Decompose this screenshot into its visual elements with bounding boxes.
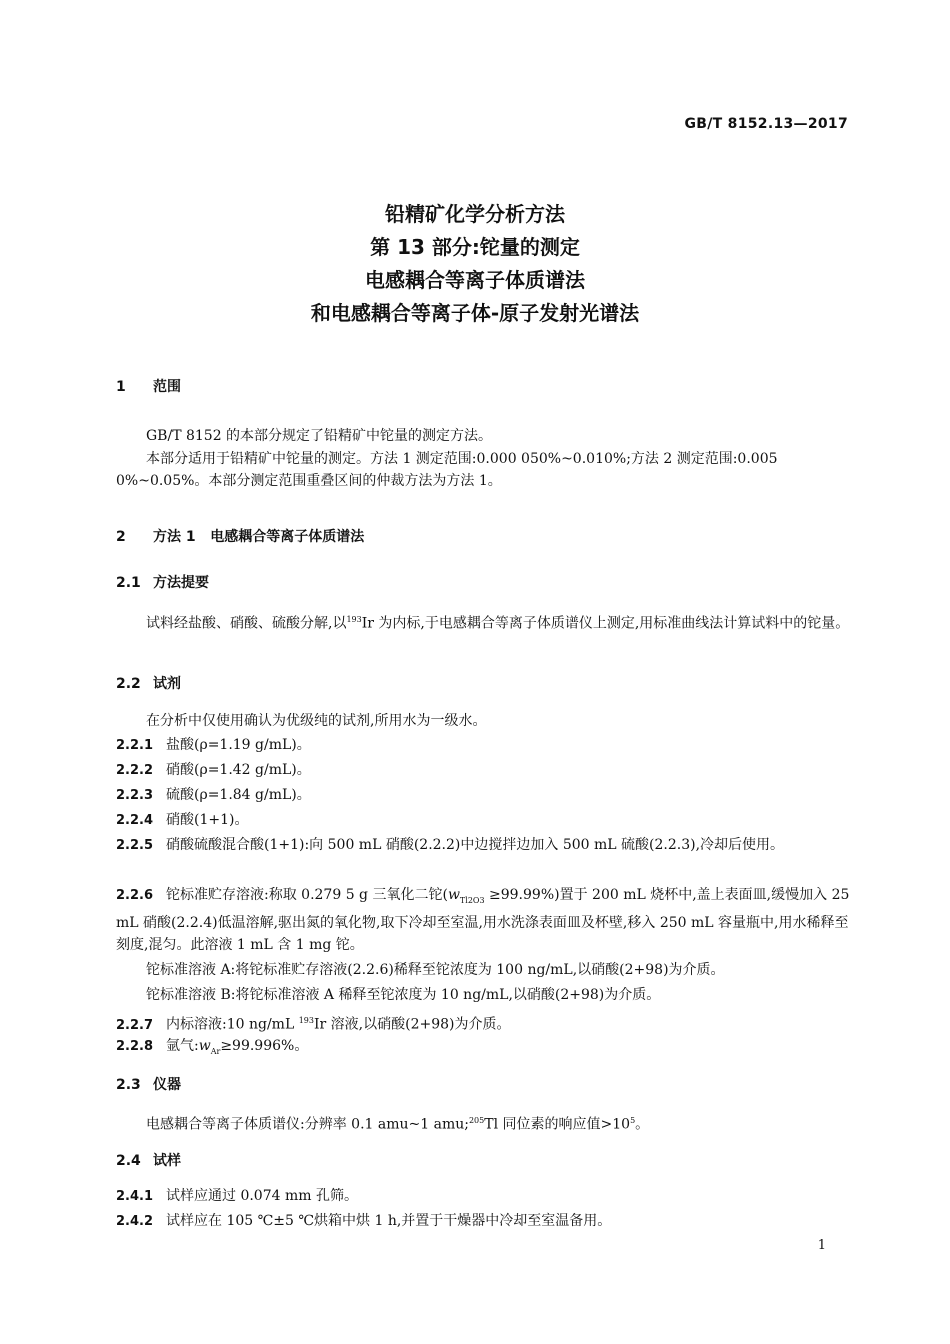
title-line-4: 和电感耦合等离子体-原子发射光谱法: [310, 301, 640, 325]
list-item: 2.2.4 硝酸(1+1)。: [116, 812, 249, 828]
title-line-3: 电感耦合等离子体质谱法: [365, 268, 585, 292]
paragraph: 试料经盐酸、硝酸、硫酸分解,以$^{193}$Ir 为内标,于电感耦合等离子体质谱仪上测定,用标准曲线法计算试料中的铊量。: [146, 615, 850, 632]
list-item: 2.2.2 硝酸(ρ=1.42 g/mL)。: [116, 762, 311, 778]
list-item: 2.2.8 氩气$:w_{Ar}\ge 99.996\%$。: [116, 1038, 309, 1056]
list-item: 2.2.1 盐酸(ρ=1.19 g/mL)。: [116, 737, 311, 753]
section-title: 范围: [153, 379, 181, 395]
section-number: 2.4: [116, 1153, 141, 1169]
section-1-heading: [116, 376, 181, 396]
standard-number: GB/T 8152.13—2017: [684, 116, 848, 132]
section-title: 试剂: [153, 676, 181, 692]
section-number: 2.3: [116, 1077, 141, 1093]
paragraph: 本部分适用于铅精矿中铊量的测定。方法 1 测定范围:0.000 050%~0.010%;方法 2 测定范围:0.005 0%~0.05%。本部分测定范围重叠区间的仲裁方法为方法 1。: [116, 451, 778, 489]
paragraph: 电感耦合等离子体质谱仪:分辨率 0.1 amu~1 amu;$^{205}$Tl 同位素的响应值$>10^5$。: [146, 1116, 650, 1133]
section-title: 方法 1 电感耦合等离子体质谱法: [153, 529, 365, 545]
subsection-2-2-heading: [116, 673, 181, 693]
title-line-1: 铅精矿化学分析方法: [385, 202, 565, 226]
paragraph: 铊标准溶液 A:将铊标准贮存溶液(2.2.6)稀释至铊浓度为 100 ng/mL,以硝酸(2+98)为介质。: [146, 962, 725, 978]
paragraph: 铊标准溶液 B:将铊标准溶液 A 稀释至铊浓度为 10 ng/mL,以硝酸(2+98)为介质。: [146, 987, 661, 1003]
paragraph: GB/T 8152 的本部分规定了铅精矿中铊量的测定方法。: [146, 428, 493, 444]
section-number: 2.1: [116, 575, 141, 591]
section-number: 2: [116, 529, 126, 545]
section-title: 仪器: [153, 1077, 181, 1093]
section-title: 方法提要: [153, 575, 209, 591]
section-title: 试样: [153, 1153, 181, 1169]
section-2-heading: [116, 526, 364, 546]
section-number: 2.2: [116, 676, 141, 692]
list-item: 2.2.6 铊标准贮存溶液:称取 0.279 5 g 三氧化二铊$(w_{Tl2O3} \ge 99.99\%)$置于 200 mL 烧杯中,盖上表面皿,缓慢加入 25 mL 硝酸(2.2.4)低温溶解,驱出氮的氧化物,取下冷却至室温,用水洗涤表面皿及杯壁,移入 250 mL 容量瓶中,用水稀释至刻度,混匀。此溶液 1 mL 含 1 mg 铊。: [116, 887, 850, 953]
page-number: 1: [817, 1238, 826, 1253]
section-number: 1: [116, 379, 126, 395]
subsection-2-3-heading: [116, 1074, 181, 1094]
list-item: 2.4.1 试样应通过 0.074 mm 孔筛。: [116, 1188, 358, 1204]
list-item: 2.4.2 试样应在 105 ℃±5 ℃烘箱中烘 1 h,并置于干燥器中冷却至室温备用。: [116, 1213, 612, 1229]
list-item: 2.2.7 内标溶液:10 ng/mL $^{193}$Ir 溶液,以硝酸(2+98)为介质。: [116, 1016, 511, 1033]
paragraph: 在分析中仅使用确认为优级纯的试剂,所用水为一级水。: [146, 713, 487, 729]
title-line-2: 第 13 部分:铊量的测定: [370, 235, 580, 259]
subsection-2-4-heading: [116, 1150, 181, 1170]
list-item: 2.2.3 硫酸(ρ=1.84 g/mL)。: [116, 787, 311, 803]
subsection-2-1-heading: [116, 572, 209, 592]
list-item: 2.2.5 硝酸硫酸混合酸(1+1):向 500 mL 硝酸(2.2.2)中边搅拌边加入 500 mL 硫酸(2.2.3),冷却后使用。: [116, 837, 785, 853]
